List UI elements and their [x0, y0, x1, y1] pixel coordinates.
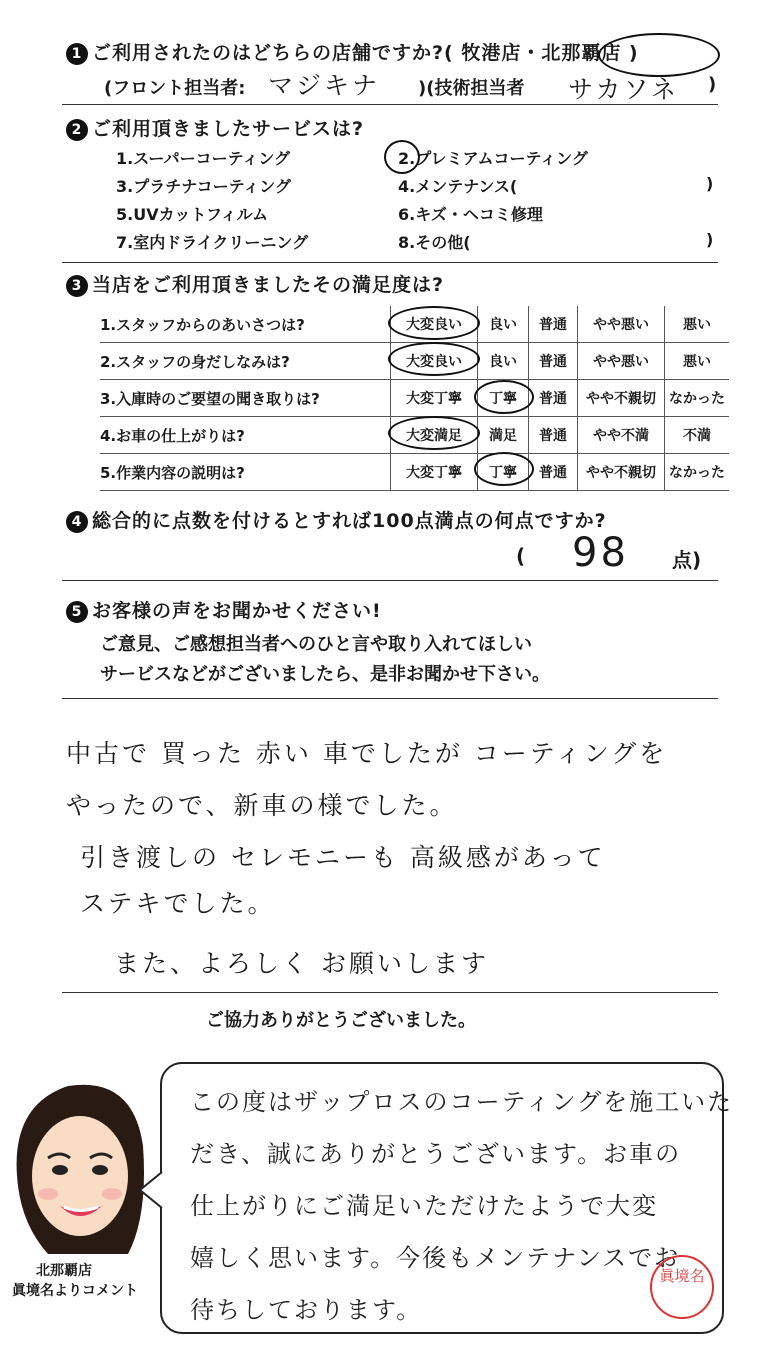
option-cell: 丁寧: [478, 380, 529, 417]
customer-comment-line: やったので、新車の様でした。: [66, 791, 458, 820]
staff-comment-line: だき、誠にありがとうございます。お車の: [190, 1140, 682, 1168]
table-row: [100, 454, 729, 491]
option-cell: 大変丁寧: [391, 380, 478, 417]
customer-comment-line: 引き渡しの セレモニーも 高級感があって: [80, 843, 606, 872]
divider: [62, 104, 718, 105]
divider: [62, 992, 718, 993]
selection-circle: [388, 342, 480, 376]
row-question: 1.スタッフからのあいさつは?: [100, 306, 391, 343]
divider: [62, 580, 718, 581]
bubble-tail-icon: [138, 1170, 164, 1210]
option-cell: 丁寧: [478, 454, 529, 491]
score-value: 98: [572, 530, 629, 576]
service-item: 3.プラチナコーティング: [116, 177, 291, 196]
q4-title: [66, 506, 607, 533]
service-item: 6.キズ・ヘコミ修理: [398, 205, 543, 224]
q3-number-icon: 3: [66, 275, 88, 297]
option-cell: 大変丁寧: [391, 454, 478, 491]
option-cell: なかった: [665, 454, 730, 491]
service-item: 4.メンテナンス(: [398, 177, 518, 196]
option-cell: やや不親切: [578, 454, 665, 491]
paren-close: ): [706, 174, 714, 193]
option-cell: 良い: [478, 306, 529, 343]
score-open: (: [516, 544, 526, 568]
option-cell: なかった: [665, 380, 730, 417]
option-cell: 大変満足: [391, 417, 478, 454]
service-item: 7.室内ドライクリーニング: [116, 233, 309, 252]
service-item: 1.スーパーコーティング: [116, 149, 291, 168]
selection-circle: [388, 306, 480, 340]
q3-title-text: 当店をご利用頂きましたその満足度は?: [92, 274, 445, 296]
customer-comment-line: また、よろしく お願いします: [114, 949, 489, 978]
front-staff-label: (フロント担当者:: [104, 78, 246, 99]
option-cell: やや悪い: [578, 343, 665, 380]
q5-subtitle: サービスなどがございましたら、是非お聞かせ下さい。: [100, 664, 550, 685]
staff-caption: 眞境名よりコメント: [12, 1283, 138, 1299]
option-cell: 大変良い: [391, 343, 478, 380]
row-question: 3.入庫時のご要望の聞き取りは?: [100, 380, 391, 417]
q2-title: [66, 114, 364, 141]
row-question: 4.お車の仕上がりは?: [100, 417, 391, 454]
row-question: 5.作業内容の説明は?: [100, 454, 391, 491]
selection-circle: [474, 452, 534, 486]
q5-subtitle: ご意見、ご感想担当者へのひと言や取り入れてほしい: [100, 634, 532, 655]
tech-staff-value: サカソネ: [568, 75, 680, 104]
option-cell: 悪い: [665, 306, 730, 343]
q4-number-icon: 4: [66, 511, 88, 533]
staff-comment-line: この度はザップロスのコーティングを施工いた: [190, 1088, 734, 1116]
selection-circle: [388, 416, 480, 450]
name-stamp: 眞境名: [650, 1255, 714, 1319]
q4-title-text: 総合的に点数を付けるとすれば100点満点の何点ですか?: [92, 510, 607, 532]
thanks-text: ご協力ありがとうございました。: [206, 1010, 476, 1031]
option-cell: やや不親切: [578, 380, 665, 417]
option-cell: 満足: [478, 417, 529, 454]
q5-number-icon: 5: [66, 601, 88, 623]
option-cell: 良い: [478, 343, 529, 380]
q5-title: [66, 596, 382, 623]
option-cell: 悪い: [665, 343, 730, 380]
service-item: 2.プレミアムコーティング: [398, 149, 588, 168]
front-staff-value: マジキナ: [268, 71, 381, 100]
option-cell: やや悪い: [578, 306, 665, 343]
divider: [62, 698, 718, 699]
q1-title-text: ご利用されたのはどちらの店舗ですか?( 牧港店・北那覇店 ): [92, 42, 639, 64]
row-question: 2.スタッフの身だしなみは?: [100, 343, 391, 380]
q2-title-text: ご利用頂きましたサービスは?: [92, 118, 365, 140]
option-cell: 普通: [529, 417, 578, 454]
q5-title-text: お客様の声をお聞かせください!: [92, 600, 382, 622]
option-cell: やや不満: [578, 417, 665, 454]
option-cell: 不満: [665, 417, 730, 454]
customer-comment-line: 中古で 買った 赤い 車でしたが コーティングを: [66, 739, 668, 768]
staff-comment-line: 嬉しく思います。今後もメンテナンスでお: [190, 1244, 681, 1272]
staff-comment-line: 待ちしております。: [190, 1296, 423, 1324]
q2-number-icon: 2: [66, 119, 88, 141]
paren-close: ): [706, 230, 714, 249]
service-item: 8.その他(: [398, 233, 471, 252]
divider: [62, 262, 718, 263]
option-cell: 普通: [529, 343, 578, 380]
service-selection-circle: [384, 140, 420, 174]
tech-staff-label: )(技術担当者: [418, 78, 525, 99]
option-cell: 普通: [529, 380, 578, 417]
table-row: [100, 380, 729, 417]
q3-title: [66, 270, 444, 297]
q1-title: [66, 38, 639, 65]
staff-avatar: [8, 1066, 150, 1256]
tech-staff-close: ): [708, 74, 717, 95]
staff-comment-line: 仕上がりにご満足いただけたようで大変: [190, 1192, 658, 1220]
customer-comment-line: ステキでした。: [80, 889, 276, 918]
option-cell: 普通: [529, 454, 578, 491]
staff-store: 北那覇店: [36, 1263, 92, 1279]
option-cell: 普通: [529, 306, 578, 343]
selection-circle: [474, 380, 534, 414]
option-cell: 大変良い: [391, 306, 478, 343]
q1-number-icon: 1: [66, 43, 88, 65]
score-unit: 点): [672, 548, 702, 572]
service-item: 5.UVカットフィルム: [116, 205, 269, 224]
